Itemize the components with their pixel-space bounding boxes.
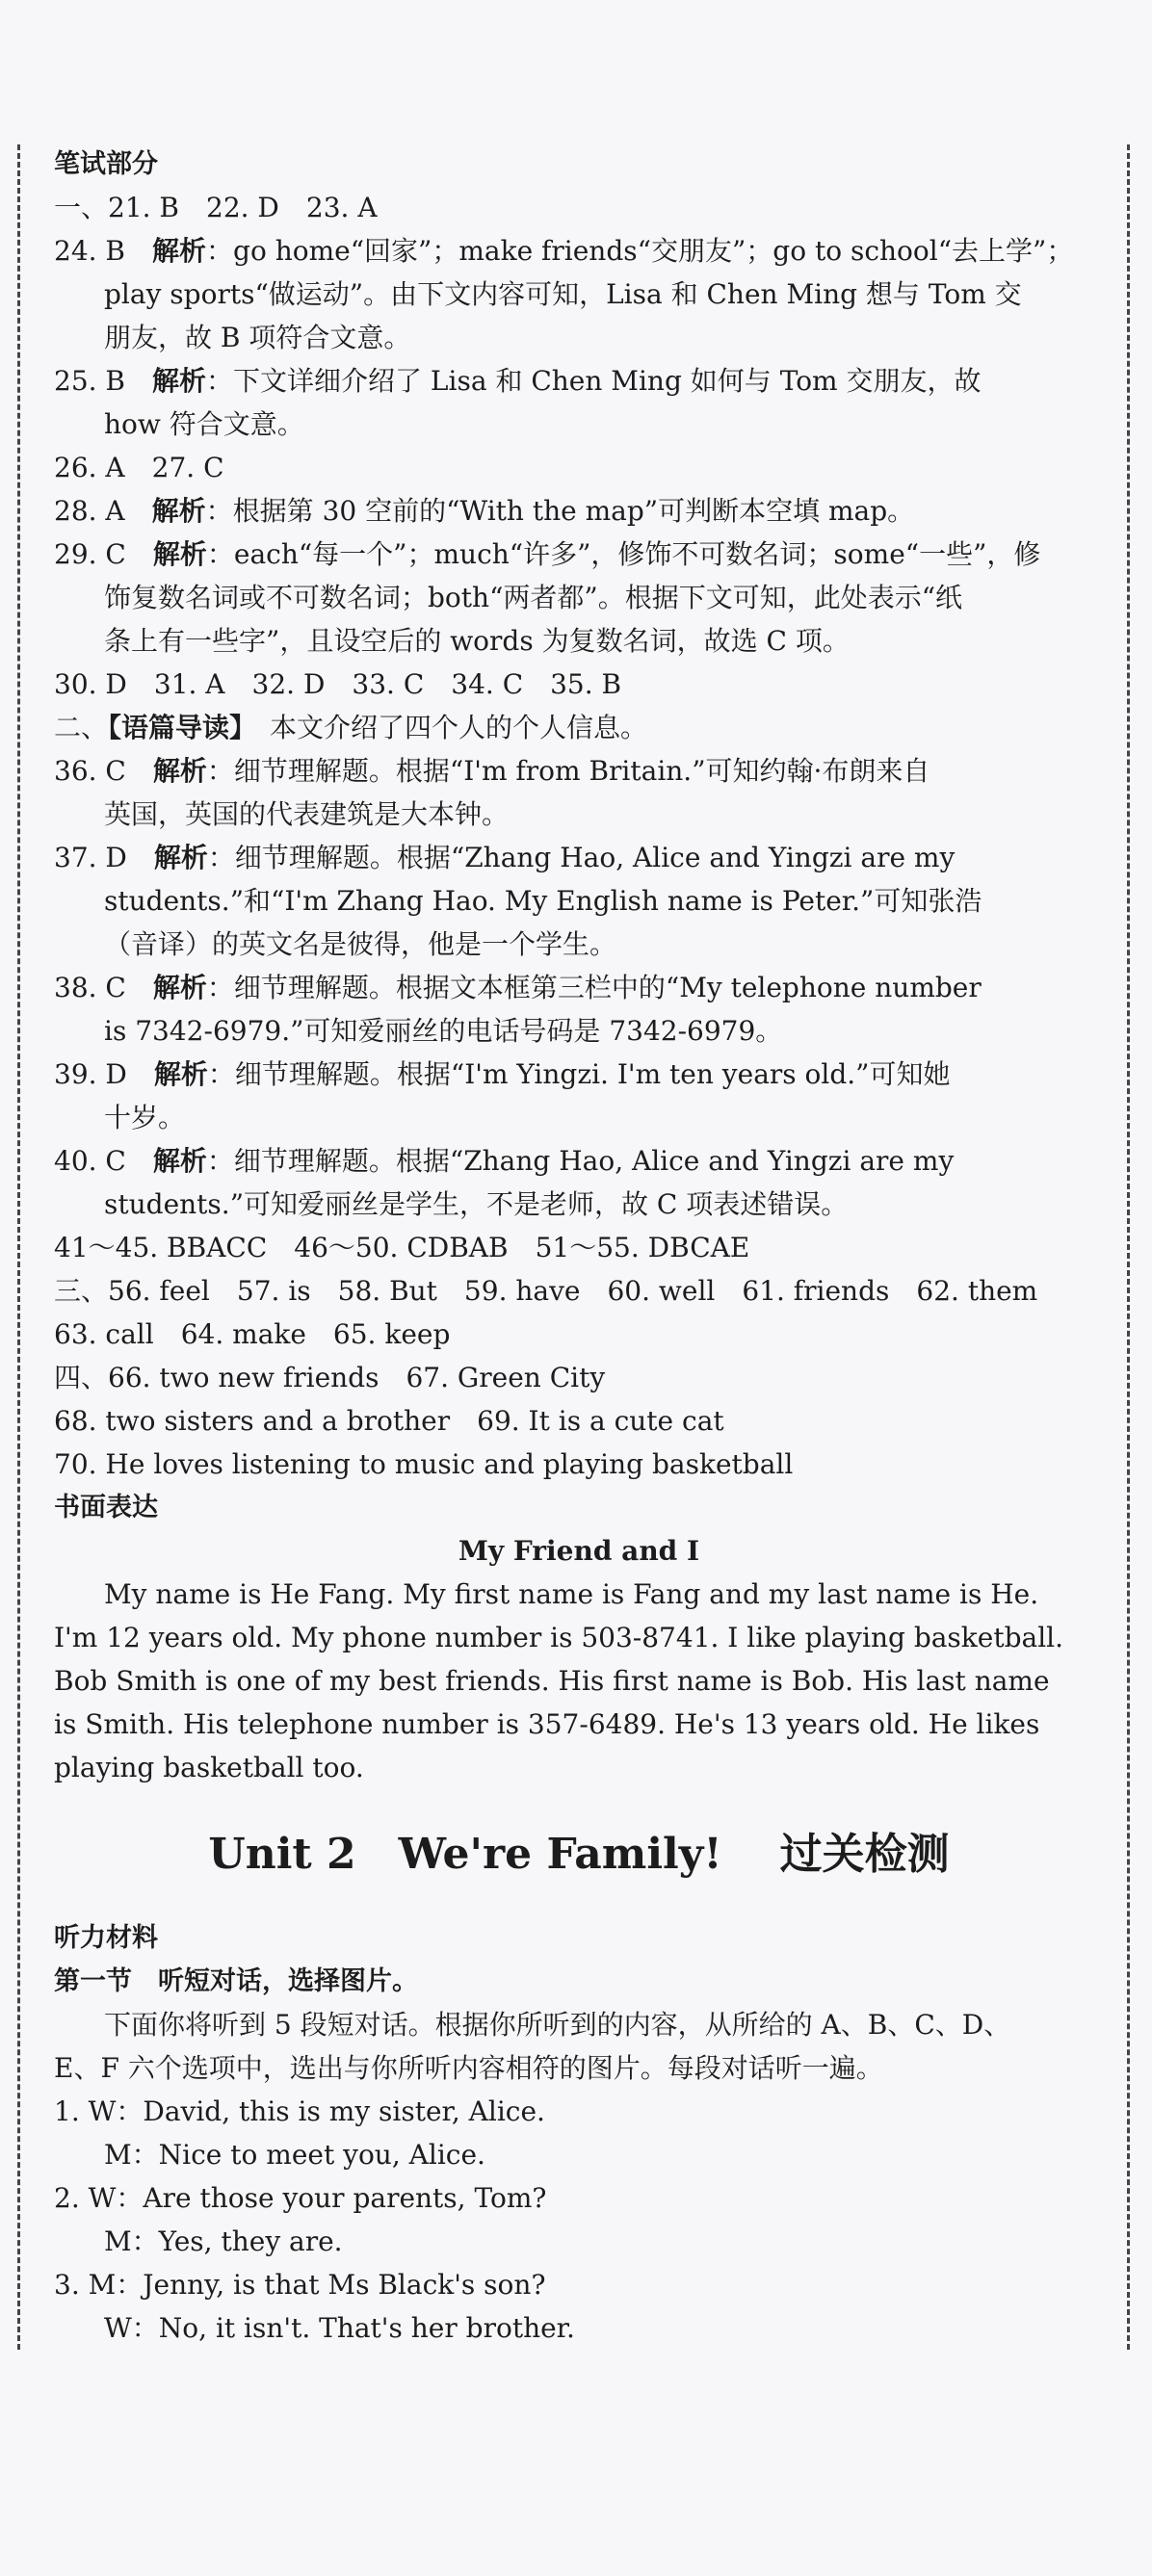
analysis-text: ：细节理解题。根据文本框第三栏中的“My telephone number xyxy=(206,972,982,1003)
question-number: 28. A xyxy=(54,495,125,527)
answer-39-cont: 十岁。 xyxy=(104,1102,186,1133)
reading-guide-text: 本文介绍了四个人的个人信息。 xyxy=(243,712,648,743)
question-number: 29. C xyxy=(54,538,126,570)
answer-38 xyxy=(54,966,1104,1009)
answer-29 xyxy=(54,533,1104,576)
answer-26-27: 26. A 27. C xyxy=(54,452,224,483)
analysis-text: ：细节理解题。根据“I'm from Britain.”可知约翰·布朗来自 xyxy=(206,755,930,787)
analysis-tag: 解析 xyxy=(153,842,208,873)
essay-line: I'm 12 years old. My phone number is 503-8741. I like playing basketball. xyxy=(54,1622,1064,1653)
answer-37-cont: （音译）的英文名是彼得，他是一个学生。 xyxy=(104,928,617,960)
answer-line: 三、56. feel 57. is 58. But 59. have 60. well 61. friends 62. them xyxy=(54,1275,1038,1307)
answer-line: 68. two sisters and a brother 69. It is a cute cat xyxy=(54,1405,724,1437)
analysis-text: ：go home“回家”；make friends“交朋友”；go to school“去上学”； xyxy=(206,235,1074,267)
answer-24 xyxy=(54,229,1104,273)
part-number: 二、 xyxy=(54,712,109,743)
analysis-text: ：细节理解题。根据“Zhang Hao, Alice and Yingzi are my xyxy=(207,842,956,873)
answer-24-cont: 朋友，故 B 项符合文意。 xyxy=(104,322,411,353)
answer-38-cont: is 7342-6979.”可知爱丽丝的电话号码是 7342-6979。 xyxy=(104,1015,783,1047)
question-number: 39. D xyxy=(54,1058,127,1090)
dialogue-line: 3. M：Jenny, is that Ms Black's son? xyxy=(54,2269,546,2301)
answer-40-cont: students.”可知爱丽丝是学生，不是老师，故 C 项表述错误。 xyxy=(104,1188,849,1220)
answer-37 xyxy=(54,836,1104,879)
question-number: 40. C xyxy=(54,1145,126,1177)
unit-title-en: Unit 2 We're Family! xyxy=(208,1830,722,1879)
analysis-tag: 解析 xyxy=(152,235,207,267)
analysis-tag: 解析 xyxy=(152,755,207,787)
listening-section-1: 第一节 听短对话，选择图片。 xyxy=(54,1966,418,1996)
essay-title: My Friend and I xyxy=(458,1535,700,1567)
analysis-tag: 解析 xyxy=(152,1145,207,1177)
unit-title-cn: 过关检测 xyxy=(779,1830,950,1879)
listening-intro: 下面你将听到 5 段短对话。根据你所听到的内容，从所给的 A、B、C、D、 xyxy=(104,2009,1011,2041)
answer-25 xyxy=(54,359,1104,403)
question-number: 36. C xyxy=(54,755,126,787)
right-dashed-border xyxy=(1127,144,1130,2350)
left-dashed-border xyxy=(17,144,20,2350)
answer-39 xyxy=(54,1053,1104,1096)
section-heading-listening: 听力材料 xyxy=(54,1923,158,1953)
answer-24-cont: play sports“做运动”。由下文内容可知，Lisa 和 Chen Ming 想与 Tom 交 xyxy=(104,278,1022,310)
listening-intro: E、F 六个选项中，选出与你所听内容相符的图片。每段对话听一遍。 xyxy=(54,2052,883,2084)
dialogue-line: 1. W：David, this is my sister, Alice. xyxy=(54,2095,545,2127)
answer-28 xyxy=(54,489,1104,533)
analysis-text: ：细节理解题。根据“Zhang Hao, Alice and Yingzi are my xyxy=(206,1145,955,1177)
section-heading-written: 笔试部分 xyxy=(54,149,158,179)
answer-30-35: 30. D 31. A 32. D 33. C 34. C 35. B xyxy=(54,668,622,700)
question-number: 25. B xyxy=(54,365,126,397)
answer-line: 70. He loves listening to music and playing basketball xyxy=(54,1448,794,1480)
analysis-tag: 解析 xyxy=(151,495,206,527)
answer-line: 41～45. BBACC 46～50. CDBAB 51～55. DBCAE xyxy=(54,1232,750,1263)
answer-37-cont: students.”和“I'm Zhang Hao. My English name is Peter.”可知张浩 xyxy=(104,885,982,917)
page-content xyxy=(54,143,1104,2350)
analysis-tag: 解析 xyxy=(152,538,207,570)
dialogue-line: M：Yes, they are. xyxy=(104,2225,343,2257)
answer-36-cont: 英国，英国的代表建筑是大本钟。 xyxy=(104,798,510,830)
question-number: 24. B xyxy=(54,235,126,267)
answer-40 xyxy=(54,1139,1104,1183)
essay-line: playing basketball too. xyxy=(54,1752,364,1783)
answer-36 xyxy=(54,749,1104,793)
analysis-tag: 解析 xyxy=(152,972,207,1003)
essay-line: Bob Smith is one of my best friends. His first name is Bob. His last name xyxy=(54,1665,1050,1697)
analysis-text: ：下文详细介绍了 Lisa 和 Chen Ming 如何与 Tom 交朋友，故 xyxy=(206,365,982,397)
reading-guide-tag: 【语篇导读】 xyxy=(108,712,244,743)
unit-title xyxy=(54,1826,1104,1884)
section-heading-writing: 书面表达 xyxy=(54,1493,158,1522)
essay-line: My name is He Fang. My first name is Fang and my last name is He. xyxy=(104,1578,1039,1610)
part2-reading-guide xyxy=(54,706,1104,749)
answer-line: 四、66. two new friends 67. Green City xyxy=(54,1362,606,1393)
analysis-text: ：根据第 30 空前的“With the map”可判断本空填 map。 xyxy=(205,495,915,527)
answer-line: 63. call 64. make 65. keep xyxy=(54,1318,451,1350)
question-number: 37. D xyxy=(54,842,127,873)
dialogue-line: 2. W：Are those your parents, Tom? xyxy=(54,2182,547,2214)
essay-line: is Smith. His telephone number is 357-6489. He's 13 years old. He likes xyxy=(54,1708,1040,1740)
answer-line: 一、21. B 22. D 23. A xyxy=(54,192,378,223)
answer-29-cont: 条上有一些字”，且设空后的 words 为复数名词，故选 C 项。 xyxy=(104,625,850,657)
analysis-tag: 解析 xyxy=(152,365,207,397)
analysis-tag: 解析 xyxy=(153,1058,208,1090)
answer-25-cont: how 符合文意。 xyxy=(104,408,304,440)
answer-29-cont: 饰复数名词或不可数名词；both“两者都”。根据下文可知，此处表示“纸 xyxy=(104,582,963,613)
analysis-text: ：细节理解题。根据“I'm Yingzi. I'm ten years old.”可知她 xyxy=(207,1058,951,1090)
dialogue-line: W：No, it isn't. That's her brother. xyxy=(104,2312,575,2344)
question-number: 38. C xyxy=(54,972,126,1003)
dialogue-line: M：Nice to meet you, Alice. xyxy=(104,2139,485,2171)
analysis-text: ：each“每一个”；much“许多”，修饰不可数名词；some“一些”，修 xyxy=(206,538,1041,570)
